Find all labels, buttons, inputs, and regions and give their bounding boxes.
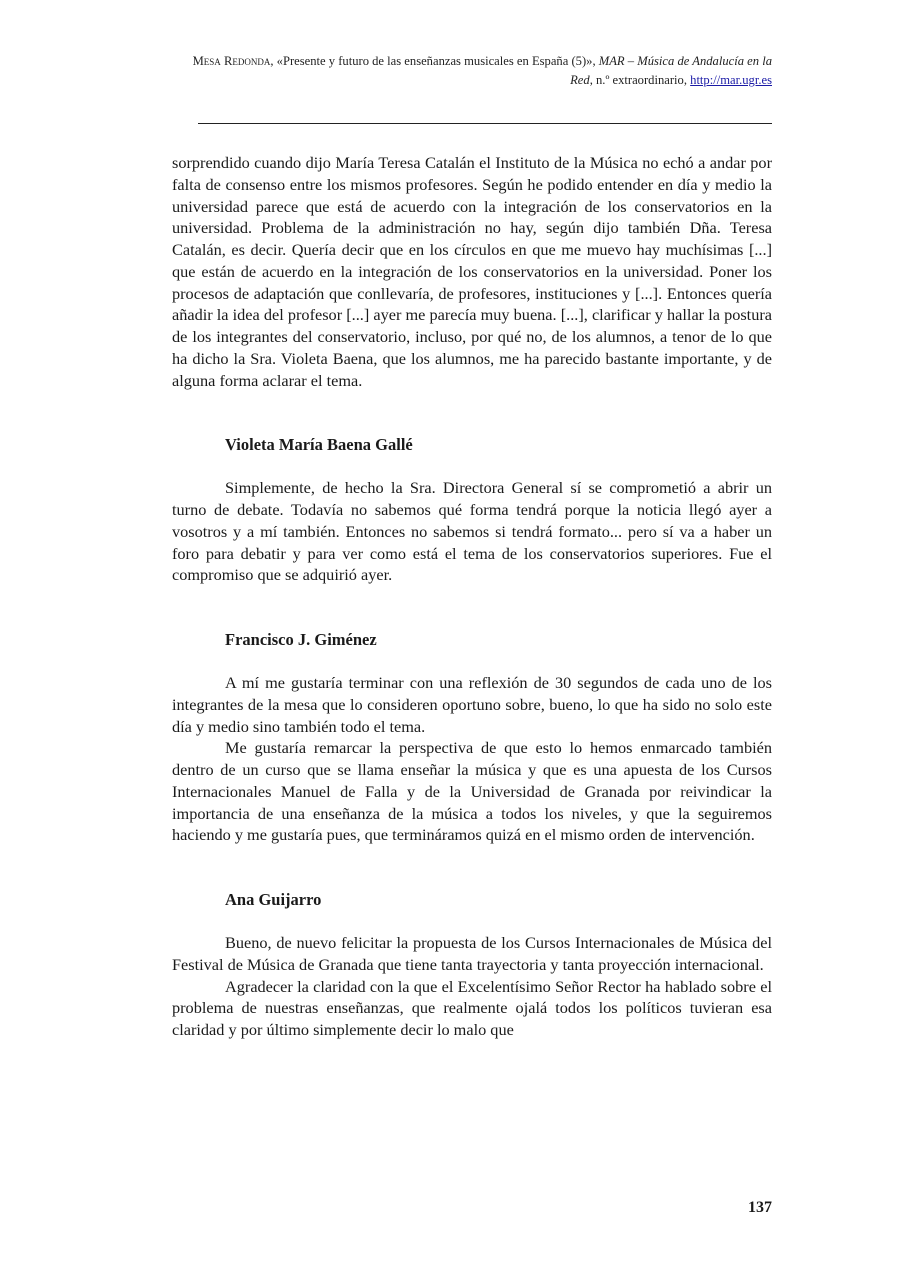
header-title: , «Presente y futuro de las enseñanzas musicales en España (5)», — [270, 54, 599, 68]
paragraph: sorprendido cuando dijo María Teresa Catalán el Instituto de la Música no echó a andar por falta de consenso entre los mismos profesores. Según he podido entender en día y medio la universidad parece que está de acuerdo con la integración de los conservatorios en la universidad. Problema de la administración no hay, según dijo también Dña. Teresa Catalán, es decir. Quería decir que en los círculos en que me muevo hay muchísimas [...] que están de acuerdo en la integración de los conservatorios en la universidad. Poner los procesos de adaptación que conllevaría, de profesores, instituciones y [...]. Entonces quería añadir la idea del profesor [...] ayer me parecía muy buena. [...], clarificar y hallar la postura de los integrantes del conservatorio, incluso, por qué no, de los alumnos, a tenor de lo que ha dicho la Sra. Violeta Baena, que los alumnos, me ha parecido bastante importante, y de alguna forma aclarar el tema. — [172, 153, 772, 390]
header-link[interactable]: http://mar.ugr.es — [690, 73, 772, 87]
header-issue: , n.º extraordinario, — [589, 73, 691, 87]
paragraph: Bueno, de nuevo felicitar la propuesta de los Cursos Internacionales de Música del Festival de Música de Granada que tiene tanta trayectoria y tanta proyección internacional. — [172, 933, 772, 974]
header-rule — [198, 123, 772, 124]
paragraph: Agradecer la claridad con la que el Excelentísimo Señor Rector ha hablado sobre el problema de nuestras enseñanzas, que realmente ojalá todos los políticos tuvieran esa claridad y por último simplemente decir lo malo que — [172, 976, 772, 1039]
speaker-heading: Francisco J. Giménez — [225, 630, 377, 649]
speaker-heading: Ana Guijarro — [225, 890, 322, 909]
body-text — [172, 152, 772, 1041]
header-author: Mesa Redonda — [192, 54, 271, 68]
paragraph: A mí me gustaría terminar con una reflexión de 30 segundos de cada uno de los integrantes de la mesa que lo consideren oportuno sobre, bueno, lo que ha sido no solo este día y medio sino también todo el tema. — [172, 673, 772, 736]
paragraph: Me gustaría remarcar la perspectiva de que esto lo hemos enmarcado también dentro de un curso que se llama enseñar la música y que es una apuesta de los Cursos Internacionales Manuel de Falla y de la Universidad de Granada por reivindicar la importancia de una enseñanza de la música a todos los niveles, y que la seguiremos haciendo y me gustaría pues, que termináramos quizá en el mismo orden de intervención. — [172, 738, 772, 845]
paragraph: Simplemente, de hecho la Sra. Directora General sí se comprometió a abrir un turno de debate. Todavía no sabemos qué forma tendrá porque la noticia llegó ayer a vosotros y a mí también. Entonces no sabemos si tendrá formato... pero sí va a haber un foro para debatir y para ver como está el tema de los conservatorios superiores. Fue el compromiso que se adquirió ayer. — [172, 478, 772, 585]
header-journal: MAR – Música de Andalucía en la Red — [570, 54, 772, 87]
page-number: 137 — [748, 1199, 772, 1216]
speaker-heading: Violeta María Baena Gallé — [225, 435, 413, 455]
running-header — [172, 52, 772, 90]
